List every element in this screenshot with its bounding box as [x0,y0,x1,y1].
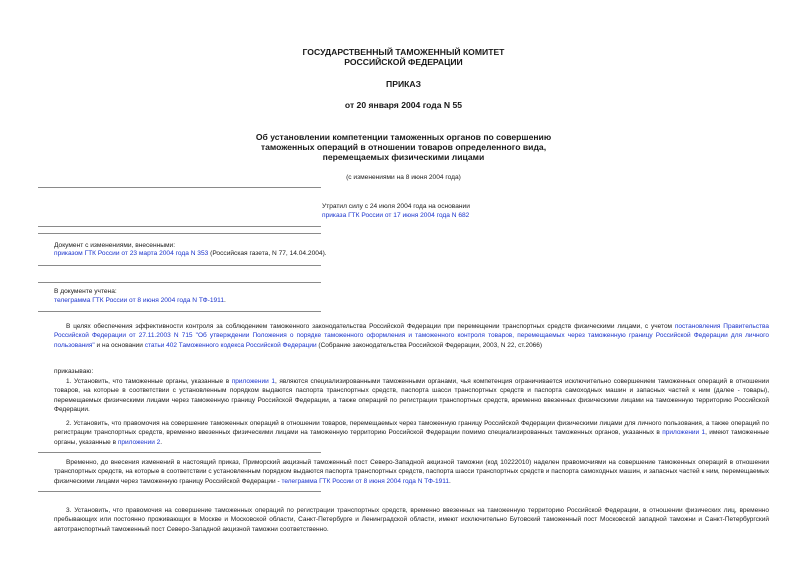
preamble-paragraph: В целях обеспечения эффективности контроля за соблюдением таможенного законодательства Российской Федерации при перемещении транспортных средств физическими лицами, с учетом постановления Правительства Российской Федерации от 27.11.2003 N 715 "Об утверждении Положения о порядке таможенного оформления и таможенного контроля товаров, перемещаемых через таможенную границу Российской Федерации для личного пользования" и на основании статьи 402 Таможенного кодекса Российской Федерации (Собрание законодательства Российской Федерации, 2003, N 22, ст.2066) [54,323,770,349]
telegram-link[interactable]: телеграмма ГТК России от 8 июня 2004 года N ТФ-1911 [54,297,225,304]
order-word: приказываю: [54,368,94,375]
divider [38,282,321,283]
document-type: ПРИКАЗ [386,79,421,89]
appendix-2-link[interactable]: приложении 2 [117,438,161,446]
document-title-line3: перемещаемых физическими лицами [322,152,485,162]
agency-name-line1: ГОСУДАРСТВЕННЫЙ ТАМОЖЕННЫЙ КОМИТЕТ [302,47,505,57]
divider [38,233,321,234]
document-date: от 20 января 2004 года N 55 [344,100,463,110]
invalidation-order-link[interactable]: приказа ГТК России от 17 июня 2004 года N 682 [322,212,470,219]
considered-line: телеграмма ГТК России от 8 июня 2004 года N ТФ-1911. [54,297,226,304]
government-decree-link[interactable]: постановления Правительства Российской Федерации от 27.11.2003 N 715 "Об утверждении Положения о порядке таможенного оформления и таможенного контроля товаров, перемещаемых через таможенную границу Российской Федерации для личного пользования" [54,323,770,349]
document-title-line1: Об установлении компетенции таможенных органов по совершению [255,132,552,142]
divider [38,491,321,492]
changes-line [54,249,327,258]
document-title-line2: таможенных операций в отношении товаров определенного вида, [260,142,547,152]
divider [38,187,321,188]
temporary-provision-paragraph: Временно, до внесения изменений в настоящий приказ, Приморский акцизный таможенный пост Северо-Западной акцизной таможни (код 10222010) наделен правомочиями на совершение таможенных операций в отношении транспортных средств, на которые в соответствии с установленным порядком выдаются паспорта транспортных средств, паспорта шасси транспортных средств и паспорта самоходных машин, и запасных частей к ним, перемещаемых физическими лицами через таможенную границу Российской Федерации - телеграмма ГТК России от 8 июня 2004 года N ТФ-1911. [54,459,769,485]
amending-order-link[interactable]: приказом ГТК России от 23 марта 2004 года N 353 [54,250,209,257]
changes-label: Документ с изменениями, внесенными: [54,242,176,249]
amendment-note: (с изменениями на 8 июня 2004 года) [346,174,461,181]
divider [38,265,321,266]
customs-code-article-link[interactable]: статьи 402 Таможенного кодекса Российской Федерации [144,341,317,349]
considered-label: В документе учтена: [54,288,117,295]
agency-name-line2: РОССИЙСКОЙ ФЕДЕРАЦИИ [344,57,463,67]
divider [38,226,321,227]
item-1-paragraph: 1. Установить, что таможенные органы, указанные в приложении 1, являются специализированными таможенными органами, чья компетенция ограничивается исключительно совершением таможенных операций в отношении товаров, на которые в соответствии с установленным порядком выдаются паспорта транспортных средств, паспорта шасси транспортных средств и паспорта самоходных машин и запасных частей к ним (далее - товары), перемещаемых физическими лицами через таможенную границу Российской Федерации, а также операций по регистрации транспортных средств, временно ввезенных физическими лицами на таможенную территорию Российской Федерации. [54,378,769,414]
divider [38,311,321,312]
appendix-1-link[interactable]: приложении 1 [662,429,706,437]
changes-source: (Российская газета, N 77, 14.04.2004). [208,250,327,257]
appendix-1-link[interactable]: приложении 1 [231,378,275,385]
item-2-paragraph: 2. Установить, что правомочия на совершение таможенных операций в отношении товаров, перемещаемых через таможенную границу Российской Федерации физическими лицами для личного пользования, а также операций по регистрации транспортных средств, временно ввезенных физическими лицами на таможенную территорию Российской Федерации помимо специализированных таможенных органов, указанных в приложении 1, имеют таможенные органы, указанные в приложении 2. [54,420,769,446]
invalidation-note: Утратил силу с 24 июля 2004 года на основании [322,203,470,210]
divider [38,452,321,453]
item-3-paragraph: 3. Установить, что правомочия на совершение таможенных операций по регистрации транспортных средств, временно ввезенных на таможенную территорию Российской Федерации, в отношении физических лиц, временно пребывающих или постоянно проживающих в Москве и Московской области, Санкт-Петербурге и Ленинградской области, имеют исключительно Бутовский таможенный пост Московской западной таможни и Санкт-Петербургский автотранспортный таможенный пост Северо-Западной акцизной таможни соответственно. [54,507,769,533]
telegram-link[interactable]: телеграмма ГТК России от 8 июня 2004 года N ТФ-1911 [281,477,450,485]
